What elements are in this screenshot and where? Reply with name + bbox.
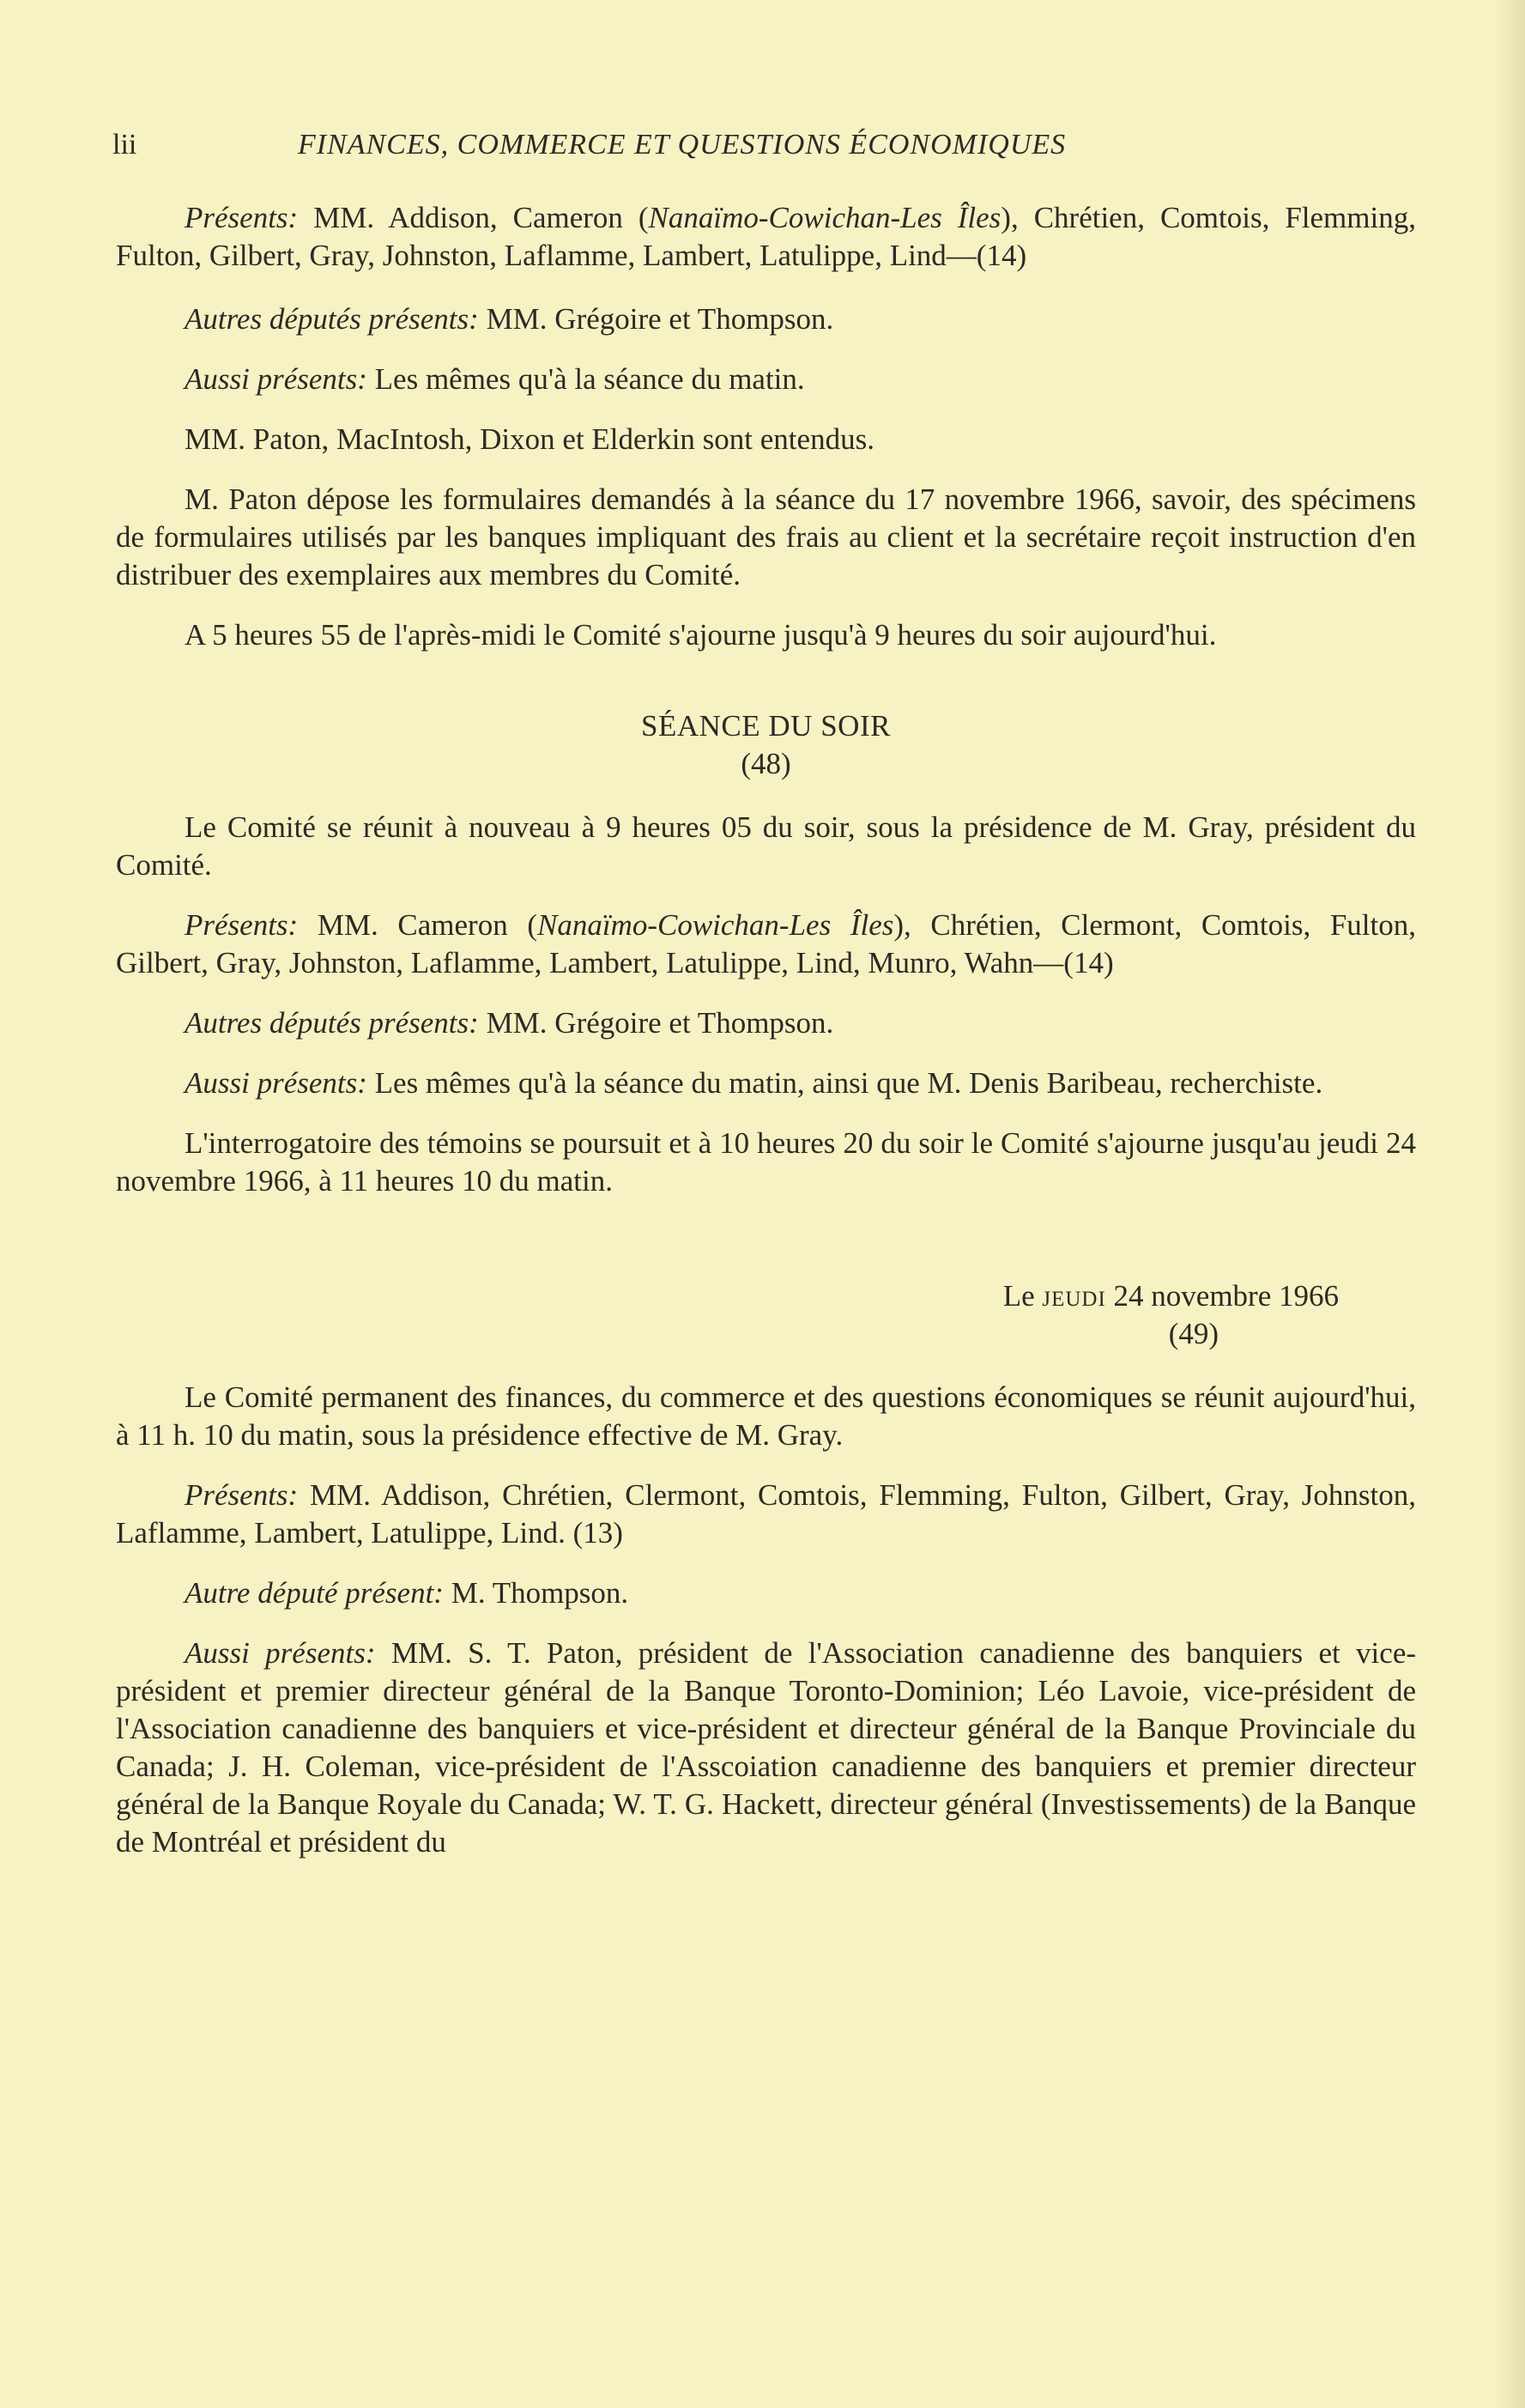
paragraph-adjournment: A 5 heures 55 de l'après-midi le Comité s'ajourne jusqu'à 9 heures du soir aujourd'hui. [185, 618, 1217, 652]
paragraph-aussi-presents [116, 1635, 1416, 1861]
riding-name: Nanaïmo-Cowichan-Les Îles [536, 908, 894, 942]
paragraph-lead: Aussi présents: [185, 1636, 376, 1670]
riding-name: Nanaïmo-Cowichan-Les Îles [648, 201, 1002, 234]
date-day: jeudi [1042, 1279, 1106, 1313]
paragraph-autres-deputes [116, 1004, 1416, 1042]
paragraph-presents [116, 199, 1416, 275]
paragraph-thursday-opening: Le Comité permanent des finances, du commerce et des questions économiques se réunit aujourd'hui, à 11 h. 10 du matin, sous la présidence effective de M. Gray. [116, 1380, 1416, 1452]
paragraph-text: Les mêmes qu'à la séance du matin, ainsi que M. Denis Baribeau, recherchiste. [366, 1066, 1323, 1100]
paragraph-text: MM. Addison, Cameron ( [298, 201, 649, 234]
paragraph-presents [116, 907, 1416, 982]
paragraph-lead: Présents: [185, 201, 299, 234]
paragraph-autres-deputes [116, 300, 1416, 338]
paragraph-witnesses: MM. Paton, MacIntosh, Dixon et Elderkin sont entendus. [185, 422, 874, 456]
meeting-number: (48) [741, 747, 791, 780]
paragraph-autre-depute [116, 1574, 1416, 1612]
page-header [112, 129, 1417, 172]
paragraph-text: M. Thompson. [443, 1576, 629, 1610]
document-body [116, 199, 1416, 1883]
paragraph-presents [116, 1477, 1416, 1552]
meeting-number: (49) [1168, 1317, 1219, 1350]
paragraph-lead: Présents: [185, 1478, 299, 1512]
paragraph-aussi-presents [116, 361, 1416, 398]
paragraph-text: MM. Grégoire et Thompson. [478, 1006, 834, 1040]
paragraph-evening-opening: Le Comité se réunit à nouveau à 9 heures 05 du soir, sous la présidence de M. Gray, président du Comité. [116, 810, 1416, 882]
paragraph-aussi-presents [116, 1064, 1416, 1102]
paragraph-text: MM. Addison, Chrétien, Clermont, Comtois, Flemming, Fulton, Gilbert, Gray, Johnston, Laflamme, Lambert, Latulippe, Lind. (13) [116, 1478, 1416, 1550]
running-title: FINANCES, COMMERCE ET QUESTIONS ÉCONOMIQUES [298, 129, 1067, 161]
page-number: lii [112, 129, 137, 161]
paragraph-lead: Aussi présents: [185, 362, 367, 396]
evening-session-heading [116, 707, 1416, 783]
paragraph-text: ), Chrétien, Clermont, Comtois, Fulton, Gilbert, Gray, Johnston, Laflamme, Lambert, Latulippe, Lind, Munro, Wahn—(14) [116, 908, 1416, 980]
paragraph-text: Les mêmes qu'à la séance du matin. [366, 362, 805, 396]
paragraph-text: MM. Cameron ( [298, 908, 537, 942]
paragraph-text: MM. Grégoire et Thompson. [478, 302, 834, 336]
section-title: SÉANCE DU SOIR [641, 709, 891, 743]
paragraph-lead: Autres députés présents: [185, 1006, 479, 1040]
thursday-session-heading [116, 1277, 1339, 1353]
page-edge [1492, 0, 1525, 2408]
paragraph-lead: Aussi présents: [185, 1066, 367, 1100]
date-prefix: Le [1002, 1279, 1043, 1313]
paragraph-lead: Autre député présent: [185, 1576, 444, 1610]
paragraph-lead: Autres députés présents: [185, 302, 479, 336]
paragraph-evening-adjournment: L'interrogatoire des témoins se poursuit et à 10 heures 20 du soir le Comité s'ajourne jusqu'au jeudi 24 novembre 1966, à 11 heures 10 du matin. [116, 1126, 1416, 1198]
paragraph-text: MM. S. T. Paton, président de l'Association canadienne des banquiers et vice-président et premier directeur général de la Banque Toronto-Dominion; Léo Lavoie, vice-président de l'Association canadienne des banquiers et vice-président et directeur général de la Banque Provinciale du Canada; J. H. Coleman, vice-président de l'Asscoiation canadienne des banquiers et premier directeur général de la Banque Royale du Canada; W. T. G. Hackett, directeur général (Investissements) de la Banque de Montréal et président du [116, 1636, 1417, 1859]
paragraph-lead: Présents: [185, 908, 299, 942]
paragraph-forms-tabled: M. Paton dépose les formulaires demandés à la séance du 17 novembre 1966, savoir, des spécimens de formulaires utilisés par les banques impliquant des frais au client et la secrétaire reçoit instruction d'en distribuer des exemplaires aux membres du Comité. [116, 482, 1416, 591]
paragraph-text: ), Chrétien, Comtois, Flemming, Fulton, Gilbert, Gray, Johnston, Laflamme, Lambert, Latulippe, Lind—(14) [116, 201, 1416, 272]
session-date [116, 1277, 1339, 1315]
date-rest: 24 novembre 1966 [1105, 1279, 1339, 1313]
